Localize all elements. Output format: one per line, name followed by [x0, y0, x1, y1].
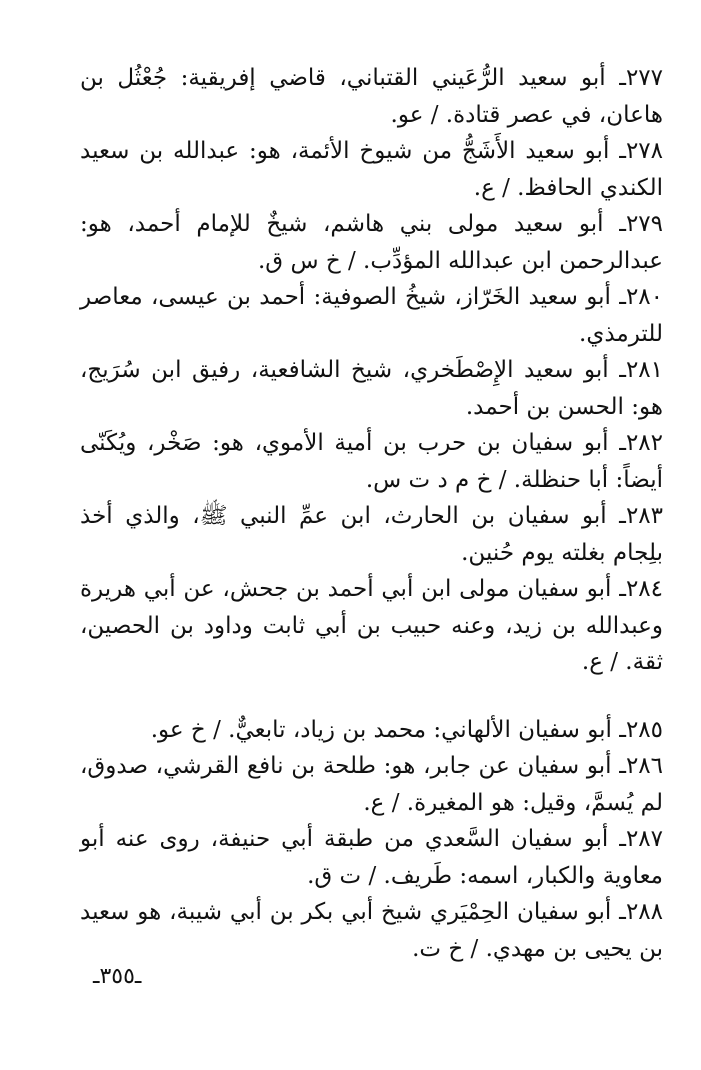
entry-279: ٢٧٩ـ أبو سعيد مولى بني هاشم، شيخٌ للإمام أحمد، هو: عبدالرحمن ابن عبدالله المؤدِّب. / خ س ق.	[80, 211, 663, 274]
entry-277: ٢٧٧ـ أبو سعيد الرُّعَيني القتباني، قاضي إفريقية: جُعْثُل بن هاعان، في عصر قتادة. / عو.	[80, 65, 663, 128]
entry-278: ٢٧٨ـ أبو سعيد الأَشَجُّ من شيوخ الأئمة، هو: عبدالله بن سعيد الكندي الحافظ. / ع.	[80, 138, 663, 201]
entry-284: ٢٨٤ـ أبو سفيان مولى ابن أبي أحمد بن جحش، عن أبي هريرة وعبدالله بن زيد، وعنه حبيب بن أبي ثابت وداود بن الحصين، ثقة. / ع.	[80, 576, 663, 675]
entry-288: ٢٨٨ـ أبو سفيان الحِمْيَري شيخ أبي بكر بن أبي شيبة، هو سعيد بن يحيى بن مهدي. / خ ت.	[80, 899, 663, 962]
entry-287: ٢٨٧ـ أبو سفيان السَّعدي من طبقة أبي حنيفة، روى عنه أبو معاوية والكبار، اسمه: طَريف. / ت ق.	[80, 826, 663, 889]
page-number: ـ٣٥٥ـ	[93, 964, 142, 989]
entry-285: ٢٨٥ـ أبو سفيان الألهاني: محمد بن زياد، تابعيٌّ. / خ عو.	[150, 716, 663, 743]
entry-283: ٢٨٣ـ أبو سفيان بن الحارث، ابن عمِّ النبي ﷺ، والذي أخذ بلِجام بغلته يوم حُنين.	[80, 503, 663, 566]
entry-281: ٢٨١ـ أبو سعيد الإِصْطَخري، شيخ الشافعية، رفيق ابن سُرَيج، هو: الحسن بن أحمد.	[80, 357, 663, 420]
entry-286: ٢٨٦ـ أبو سفيان عن جابر، هو: طلحة بن نافع القرشي، صدوق، لم يُسمَّ، وقيل: هو المغيرة. / ع.	[80, 753, 663, 816]
entry-280: ٢٨٠ـ أبو سعيد الخَرّاز، شيخُ الصوفية: أحمد بن عيسى، معاصر للترمذي.	[80, 284, 663, 347]
document-body	[80, 60, 663, 967]
entry-282: ٢٨٢ـ أبو سفيان بن حرب بن أمية الأموي، هو: صَخْر، ويُكَنّى أيضاً: أبا حنظلة. / خ م د ت س.	[80, 430, 663, 493]
